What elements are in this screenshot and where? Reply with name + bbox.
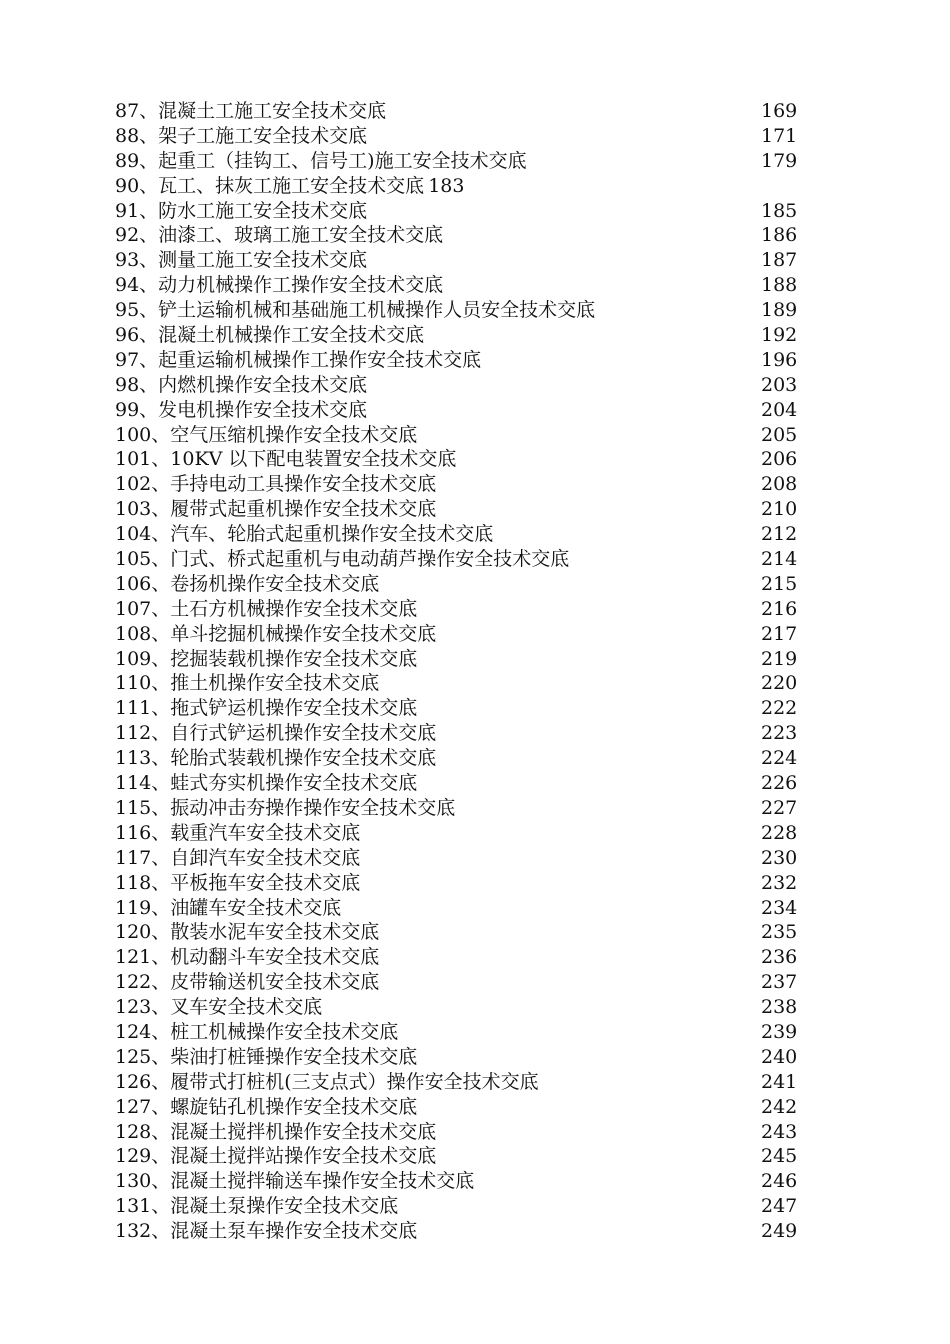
toc-entry-title-text: 120、散装水泥车安全技术交底 — [115, 921, 380, 944]
toc-entry-title-text: 127、螺旋钻孔机操作安全技术交底 — [115, 1095, 418, 1118]
toc-entry[interactable] — [115, 871, 805, 896]
toc-entry[interactable] — [115, 522, 805, 547]
toc-entry-page-number: 224 — [761, 747, 798, 770]
toc-entry[interactable] — [115, 970, 805, 995]
toc-entry-title — [115, 472, 436, 497]
toc-entry-page-number: 169 — [761, 100, 798, 122]
toc-entry-title-text: 107、土石方机械操作安全技术交底 — [115, 597, 418, 620]
toc-entry-title-text: 89、起重工（挂钩工、信号工)施工安全技术交底 — [115, 149, 527, 172]
toc-entry-title-text: 116、载重汽车安全技术交底 — [115, 821, 361, 844]
toc-entry-page-number: 239 — [761, 1020, 798, 1043]
toc-entry-title-text: 117、自卸汽车安全技术交底 — [115, 846, 361, 869]
toc-entry-page-number: 171 — [761, 124, 798, 147]
toc-entry-page-number: 242 — [761, 1095, 798, 1118]
toc-entry-page-number: 228 — [761, 821, 798, 844]
toc-entry-title-text: 119、油罐车安全技术交底 — [115, 896, 342, 919]
toc-entry-title — [115, 771, 417, 796]
toc-entry-title-text: 113、轮胎式装载机操作安全技术交底 — [115, 747, 437, 770]
toc-entry[interactable] — [115, 1020, 805, 1045]
toc-entry[interactable] — [115, 472, 805, 497]
toc-entry-page-number: 241 — [761, 1070, 798, 1093]
toc-entry-page-number: 183 — [428, 174, 465, 197]
toc-entry-title — [115, 447, 456, 472]
toc-entry-title — [115, 398, 367, 423]
toc-entry-title — [115, 597, 417, 622]
toc-entry-title-text: 112、自行式铲运机操作安全技术交底 — [115, 722, 437, 745]
toc-entry[interactable] — [115, 1070, 805, 1095]
toc-entry[interactable] — [115, 99, 805, 124]
toc-entry-title — [115, 995, 322, 1020]
toc-entry[interactable] — [115, 597, 805, 622]
toc-entry-page-number: 196 — [761, 348, 798, 371]
toc-entry-page-number: 185 — [761, 199, 798, 222]
toc-entry-page-number: 240 — [761, 1045, 798, 1068]
toc-entry-page-number: 227 — [761, 796, 798, 819]
toc-entry-title — [115, 348, 481, 373]
toc-entry[interactable] — [115, 373, 805, 398]
toc-entry-title-text: 114、蛙式夯实机操作安全技术交底 — [115, 772, 418, 795]
toc-entry-title-text: 88、架子工施工安全技术交底 — [115, 124, 368, 147]
toc-entry-title — [115, 896, 341, 921]
toc-entry-title — [115, 945, 379, 970]
toc-entry-title — [115, 1120, 436, 1145]
toc-entry[interactable] — [115, 248, 805, 273]
toc-entry-page-number: 219 — [761, 647, 798, 670]
toc-entry-title — [115, 920, 379, 945]
toc-entry-page-number: 238 — [761, 996, 798, 1019]
toc-entry-title — [115, 1194, 398, 1219]
toc-entry-title-text: 130、混凝土搅拌输送车操作安全技术交底 — [115, 1170, 475, 1193]
toc-entry[interactable] — [115, 671, 805, 696]
toc-entry[interactable] — [115, 199, 805, 224]
toc-entry-title-text: 110、推土机操作安全技术交底 — [115, 672, 380, 695]
toc-entry[interactable] — [115, 746, 805, 771]
toc-entry-title-text: 95、铲土运输机械和基础施工机械操作人员安全技术交底 — [115, 299, 596, 322]
toc-entry-page-number: 236 — [761, 946, 798, 969]
toc-entry[interactable] — [115, 273, 805, 298]
toc-entry-title-text: 104、汽车、轮胎式起重机操作安全技术交底 — [115, 523, 494, 546]
toc-entry[interactable] — [115, 174, 805, 199]
toc-entry-title — [115, 821, 360, 846]
toc-entry-title — [115, 423, 417, 448]
toc-entry-title-text: 126、履带式打桩机(三支点式）操作安全技术交底 — [115, 1070, 539, 1093]
toc-entry-page-number: 192 — [761, 324, 798, 347]
toc-entry-title — [115, 547, 569, 572]
toc-entry-page-number: 205 — [761, 423, 798, 446]
toc-entry-title-text: 125、柴油打桩锤操作安全技术交底 — [115, 1045, 418, 1068]
toc-entry-title-text: 103、履带式起重机操作安全技术交底 — [115, 498, 437, 521]
toc-entry-page-number: 226 — [761, 772, 798, 795]
toc-entry[interactable] — [115, 547, 805, 572]
toc-entry-title — [115, 124, 367, 149]
toc-entry-page-number: 208 — [761, 473, 798, 496]
toc-entry-page-number: 179 — [761, 149, 798, 172]
toc-entry-page-number: 215 — [761, 572, 798, 595]
toc-entry-title — [115, 1020, 398, 1045]
toc-entry-page-number: 222 — [761, 697, 798, 720]
toc-entry[interactable] — [115, 223, 805, 248]
toc-entry-title — [115, 846, 360, 871]
toc-entry-title-text: 101、10KV 以下配电装置安全技术交底 — [115, 448, 457, 471]
toc-entry[interactable] — [115, 423, 805, 448]
toc-entry-page-number: 232 — [761, 871, 798, 894]
toc-entry-title — [115, 970, 379, 995]
toc-entry-title-text: 131、混凝土泵操作安全技术交底 — [115, 1195, 399, 1218]
toc-entry-title-text: 115、振动冲击夯操作操作安全技术交底 — [115, 796, 456, 819]
toc-entry-title-text: 132、混凝土泵车操作安全技术交底 — [115, 1220, 418, 1243]
toc-entry[interactable] — [115, 572, 805, 597]
toc-entry-title-text: 100、空气压缩机操作安全技术交底 — [115, 423, 418, 446]
toc-entry-page-number: 206 — [761, 448, 798, 471]
toc-entry[interactable] — [115, 945, 805, 970]
toc-entry[interactable] — [115, 821, 805, 846]
toc-entry-title — [115, 323, 424, 348]
toc-entry[interactable] — [115, 348, 805, 373]
toc-entry[interactable] — [115, 149, 805, 174]
toc-entry[interactable] — [115, 721, 805, 746]
toc-entry[interactable] — [115, 447, 805, 472]
toc-entry-page-number: 234 — [761, 896, 798, 919]
toc-entry-title — [115, 149, 527, 174]
toc-entry[interactable] — [115, 696, 805, 721]
toc-entry-title — [115, 273, 443, 298]
toc-entry-title-text: 94、动力机械操作工操作安全技术交底 — [115, 274, 444, 297]
toc-entry-title-text: 98、内燃机操作安全技术交底 — [115, 373, 368, 396]
toc-entry-title — [115, 746, 436, 771]
toc-entry-page-number: 204 — [761, 398, 798, 421]
toc-entry[interactable] — [115, 298, 805, 323]
toc-entry[interactable] — [115, 1194, 805, 1219]
toc-entry-title-text: 87、混凝土工施工安全技术交底 — [115, 100, 387, 122]
toc-entry[interactable] — [115, 622, 805, 647]
toc-entry[interactable] — [115, 647, 805, 672]
toc-entry-title — [115, 671, 379, 696]
toc-entry-title — [115, 1045, 417, 1070]
toc-entry-title — [115, 1219, 417, 1244]
toc-entry-title-text: 122、皮带输送机安全技术交底 — [115, 971, 380, 994]
toc-entry-page-number: 187 — [761, 249, 798, 272]
table-of-contents — [115, 99, 805, 1244]
toc-entry[interactable] — [115, 896, 805, 921]
toc-entry-page-number: 212 — [761, 523, 798, 546]
toc-entry-page-number: 235 — [761, 921, 798, 944]
toc-entry-title — [115, 572, 379, 597]
toc-entry[interactable] — [115, 1144, 805, 1169]
toc-entry-title-text: 92、油漆工、玻璃工施工安全技术交底 — [115, 224, 444, 247]
toc-entry[interactable] — [115, 920, 805, 945]
toc-entry-title — [115, 373, 367, 398]
toc-entry-title — [115, 696, 417, 721]
toc-entry-title — [115, 1144, 436, 1169]
toc-entry-title-text: 91、防水工施工安全技术交底 — [115, 199, 368, 222]
toc-entry-page-number: 243 — [761, 1120, 798, 1143]
toc-entry-page-number: 220 — [761, 672, 798, 695]
toc-entry-page-number: 223 — [761, 722, 798, 745]
toc-entry[interactable] — [115, 497, 805, 522]
toc-entry[interactable] — [115, 1219, 805, 1244]
toc-entry-title — [115, 1169, 474, 1194]
toc-entry-title-text: 111、拖式铲运机操作安全技术交底 — [115, 697, 418, 720]
toc-entry[interactable] — [115, 1169, 805, 1194]
toc-entry-page-number: 247 — [761, 1195, 798, 1218]
toc-entry-title — [115, 99, 386, 124]
toc-entry-title-text: 106、卷扬机操作安全技术交底 — [115, 572, 380, 595]
toc-entry-title-text: 97、起重运输机械操作工操作安全技术交底 — [115, 348, 482, 371]
toc-entry[interactable] — [115, 846, 805, 871]
toc-entry-page-number: 216 — [761, 597, 798, 620]
toc-entry-title-text: 121、机动翻斗车安全技术交底 — [115, 946, 380, 969]
toc-entry[interactable] — [115, 771, 805, 796]
toc-entry-title-text: 124、桩工机械操作安全技术交底 — [115, 1020, 399, 1043]
toc-entry-title — [115, 298, 595, 323]
toc-entry-title — [115, 871, 360, 896]
toc-entry-title-text: 96、混凝土机械操作工安全技术交底 — [115, 324, 425, 347]
toc-entry-title — [115, 1070, 539, 1095]
toc-entry-title — [115, 522, 493, 547]
toc-entry-title — [115, 622, 436, 647]
toc-entry-page-number: 189 — [761, 299, 798, 322]
toc-entry-title-text: 118、平板拖车安全技术交底 — [115, 871, 361, 894]
toc-entry-page-number: 249 — [761, 1220, 798, 1243]
toc-entry-title — [115, 174, 464, 199]
toc-entry-page-number: 217 — [761, 622, 798, 645]
toc-entry[interactable] — [115, 796, 805, 821]
toc-entry-title — [115, 647, 417, 672]
toc-entry-title — [115, 497, 436, 522]
toc-entry-title-text: 108、单斗挖掘机械操作安全技术交底 — [115, 622, 437, 645]
toc-entry-title — [115, 248, 367, 273]
toc-entry[interactable] — [115, 1095, 805, 1120]
toc-entry-title-text: 109、挖掘装载机操作安全技术交底 — [115, 647, 418, 670]
toc-entry-title — [115, 1095, 417, 1120]
toc-entry-page-number: 214 — [761, 548, 798, 571]
toc-entry[interactable] — [115, 398, 805, 423]
toc-entry-title-text: 99、发电机操作安全技术交底 — [115, 398, 368, 421]
toc-entry[interactable] — [115, 323, 805, 348]
toc-entry-title-text: 105、门式、桥式起重机与电动葫芦操作安全技术交底 — [115, 548, 570, 571]
toc-entry-title-text: 129、混凝土搅拌站操作安全技术交底 — [115, 1145, 437, 1168]
toc-entry-title-text: 93、测量工施工安全技术交底 — [115, 249, 368, 272]
toc-entry-title-text: 123、叉车安全技术交底 — [115, 996, 323, 1019]
toc-entry-page-number: 237 — [761, 971, 798, 994]
toc-entry[interactable] — [115, 124, 805, 149]
toc-entry-page-number: 188 — [761, 274, 798, 297]
toc-entry-page-number: 245 — [761, 1145, 798, 1168]
toc-entry-title-text: 102、手持电动工具操作安全技术交底 — [115, 473, 437, 496]
toc-entry-title-text: 128、混凝土搅拌机操作安全技术交底 — [115, 1120, 437, 1143]
toc-entry-page-number: 186 — [761, 224, 798, 247]
toc-entry-page-number: 230 — [761, 846, 798, 869]
toc-entry[interactable] — [115, 1120, 805, 1145]
toc-entry-title — [115, 223, 443, 248]
toc-entry-title — [115, 796, 455, 821]
toc-entry-page-number: 246 — [761, 1170, 798, 1193]
toc-entry[interactable] — [115, 995, 805, 1020]
toc-entry-page-number: 210 — [761, 498, 798, 521]
toc-entry-title — [115, 721, 436, 746]
toc-entry-title-text: 90、瓦工、抹灰工施工安全技术交底 — [115, 174, 425, 197]
toc-entry-title — [115, 199, 367, 224]
toc-entry[interactable] — [115, 1045, 805, 1070]
toc-entry-page-number: 203 — [761, 373, 798, 396]
